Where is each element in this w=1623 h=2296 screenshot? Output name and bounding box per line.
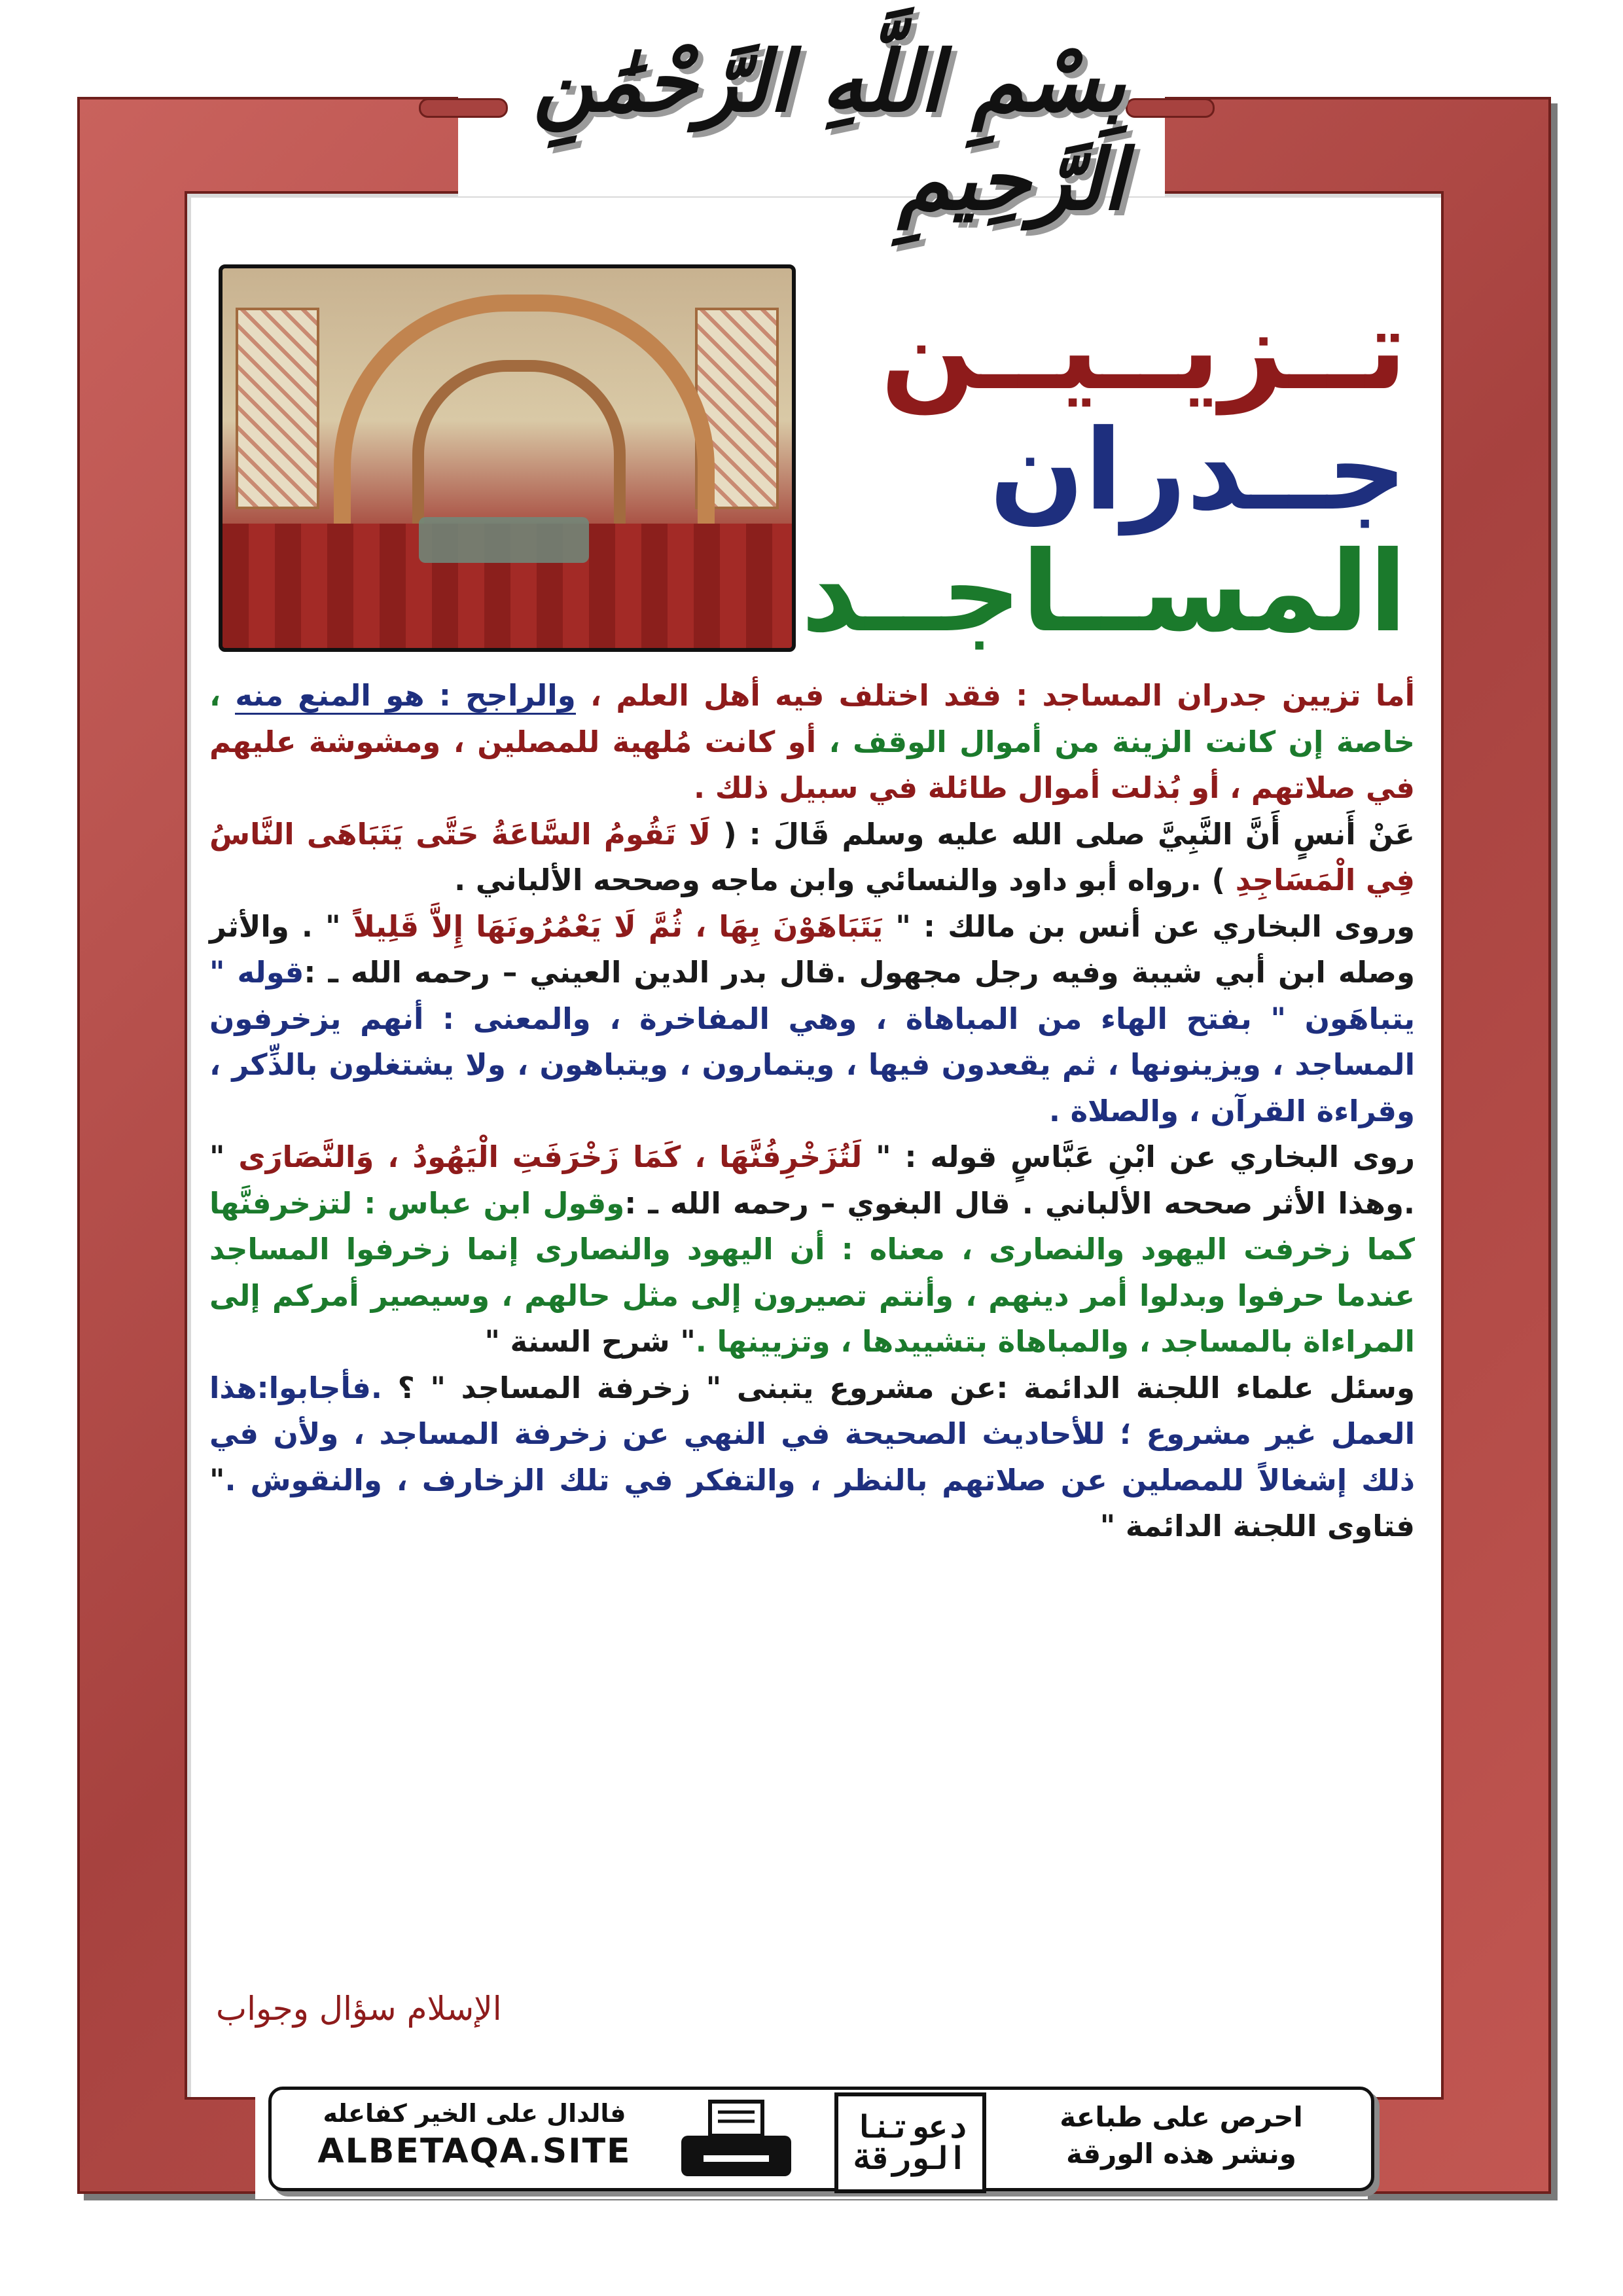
p3-quote: يَتَبَاهَوْنَ بِهَا ، ثُمَّ لَا يَعْمُرُونَهَا إِلاَّ قَلِيلاً [353,908,883,944]
cta-line-1: احرص على طباعة [1060,2101,1303,2133]
p4-quote: لَتُزَخْرِفُنَّهَا ، كَمَا زَخْرَفَتِ الْيَهُودُ ، وَالنَّصَارَى [238,1139,863,1174]
p1-condition: ، خاصة إن كانت الزينة من أموال الوقف ، [209,678,1415,759]
basmala-calligraphy: بِسْمِ اللَّهِ الرَّحْمَٰنِ الرَّحِيمِ [533,33,1126,229]
dawatuna-logo [834,2092,986,2193]
p1-ruling: والراجح : هو المنع منه [235,678,575,715]
wall-tile-left [236,308,319,509]
p2-reference: ) .رواه أبو داود والنسائي وابن ماجه وصححه الألباني . [454,863,1236,897]
title-line-3: المســاجــد [800,528,1407,657]
source-credit: الإسلام سؤال وجواب [216,1990,502,2028]
footer-website-block [291,2095,658,2183]
paragraph-3 [209,904,1415,1135]
printer-icon [677,2099,795,2181]
frame-flourish-right [1126,98,1215,118]
article-body [209,673,1415,1550]
p2-hadith: لَا تَقُومُ السَّاعَةُ حَتَّى يَتَبَاهَى النَّاسُ فِي الْمَسَاجِدِ [209,816,1415,897]
title-line-2: جــدران [989,406,1407,535]
footer-slogan: فالدال على الخير كفاعله [323,2099,626,2128]
p3-explanation: قوله " يتباهَون " بفتح الهاء من المباهاة ، وهي المفاخرة ، والمعنى : أنهم يزخرفون المساجد ، ويزينونها ، ثم يقعدون فيها ، ويتمارون ، ويتباهون ، ولا يشتغلون بالذِّكر ، وقراءة القرآن ، والصلاة . [209,955,1415,1128]
logo-line-1: دعوتنا [853,2109,967,2145]
p1-intro: أما تزيين جدران المساجد : فقد اختلف فيه أهل العلم ، [575,678,1415,713]
paragraph-2 [209,812,1415,904]
paragraph-1 [209,673,1415,812]
p5-answer: .فأجابوا:هذا العمل غير مشروع ؛ للأحاديث الصحيحة في النهي عن زخرفة المساجد ، ولأن في ذلك إشغالاً للمصلين عن صلاتهم بالنظر ، والتفكر في تلك الزخارف ، والنقوش . [209,1370,1415,1498]
paragraph-4 [209,1134,1415,1365]
p4-explanation: وقول ابن عباس : لتزخرفنَّها كما زخرفت اليهود والنصارى ، معناه : أن اليهود والنصارى إنما زخرفوا المساجد عندما حرفوا وبدلوا أمر دينهم ، وأنتم تصيرون إلى مثل حالهم ، وسيصير أمركم إلى المراءاة بالمساجد ، والمباهاة بتشييدها ، وتزيينها . [209,1185,1415,1359]
p5-question: وسئل علماء اللجنة الدائمة :عن مشروع يتبنى " زخرفة المساجد " ؟ [397,1370,1415,1405]
mosque-interior-photo [219,264,796,652]
blurred-figures [419,517,589,563]
title-line-1: تــزيــيــن [880,285,1407,415]
p5-source: " فتاوى اللجنة الدائمة " [209,1462,1415,1543]
p3-reference: " . والأثر وصله ابن أبي شيبة وفيه رجل مجهول .قال بدر الدين العيني – رحمه الله ـ : [209,908,1415,990]
paragraph-5 [209,1365,1415,1550]
p3-narration: وروى البخاري عن أنس بن مالك : " [883,908,1415,944]
logo-line-2: الورقة [853,2140,967,2177]
website-link[interactable]: ALBETAQA.SITE [317,2132,632,2171]
footer-call-to-action [1011,2099,1351,2178]
p4-reference: " .وهذا الأثر صححه الألباني . قال البغوي – رحمه الله ـ : [209,1139,1416,1221]
frame-flourish-left [419,98,508,118]
p4-source: " شرح السنة " [484,1324,696,1359]
cta-line-2: ونشر هذه الورقة [1066,2138,1296,2170]
footer-bar [268,2087,1374,2191]
p4-narration: روى البخاري عن ابْنِ عَبَّاسٍ قوله : " [862,1139,1415,1174]
p1-condition-2: أو كانت مُلهية للمصلين ، ومشوشة عليهم في صلاتهم ، أو بُذلت أموال طائلة في سبيل ذلك . [209,724,1415,805]
p2-narration: عَنْ أَنسٍ أَنَّ النَّبِيَّ صلى الله عليه وسلم قَالَ : ( [710,816,1415,852]
